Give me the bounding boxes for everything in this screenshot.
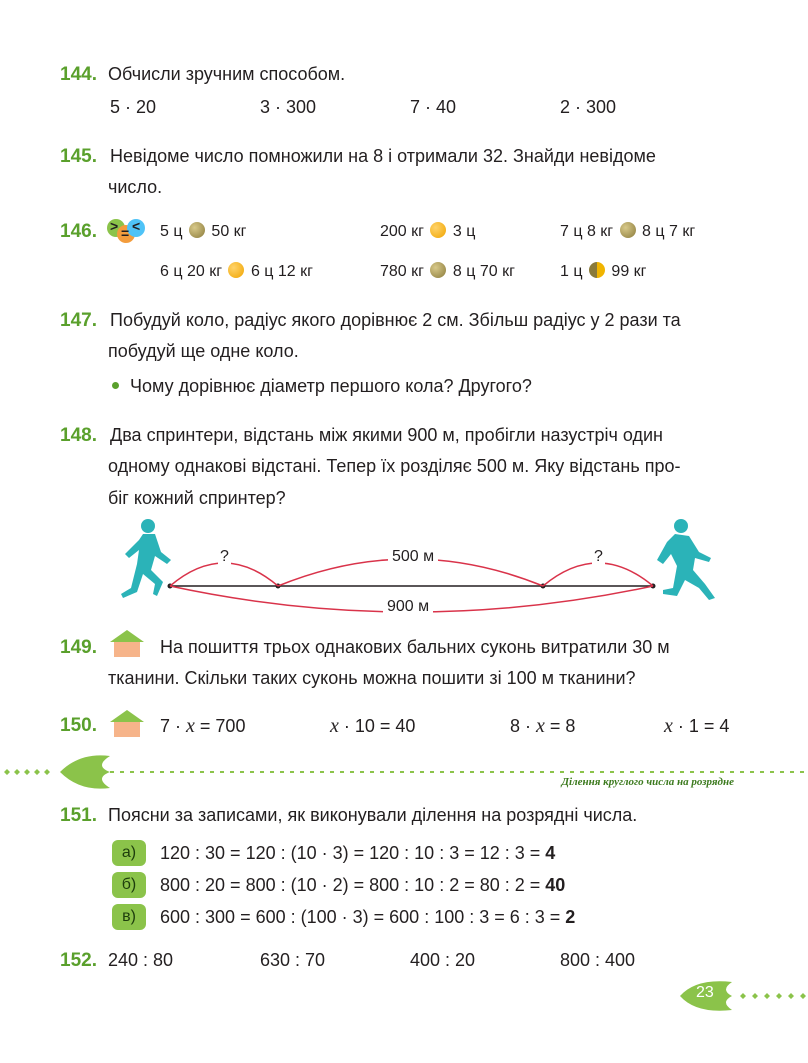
equation-2: x · 10 = 40 bbox=[330, 715, 416, 737]
task-152-item: 800 : 400 bbox=[560, 950, 636, 970]
task-152-item: 240 : 80 bbox=[108, 950, 174, 970]
division-row: 600 : 300 = 600 : (100 · 3) = 600 : 100 : 3 = 6 : 3 = 2 bbox=[160, 907, 576, 927]
less-sign: < bbox=[132, 218, 141, 234]
row-label: а) bbox=[112, 840, 146, 866]
comparison-blank-icon bbox=[430, 262, 446, 278]
arc-label-left: ? bbox=[220, 548, 229, 565]
page-number-ornament bbox=[676, 976, 808, 1016]
equation-1: 7 · x = 700 bbox=[160, 715, 246, 737]
comparison-blank-icon bbox=[430, 222, 446, 238]
section-caption: Ділення круглого числа на розрядне bbox=[561, 776, 734, 788]
page-number: 23 bbox=[696, 984, 714, 1001]
task-number-150: 150. bbox=[60, 715, 97, 736]
comparison-item: 1 ц 99 кг bbox=[560, 263, 647, 280]
task-number-151: 151. bbox=[60, 805, 97, 826]
task-number-147: 147. bbox=[60, 310, 97, 331]
task-152-item: 630 : 70 bbox=[260, 950, 326, 970]
task-148-line2: одному однакові відстані. Тепер їх розділяє 500 м. Яку відстань про- bbox=[108, 456, 681, 476]
division-row: 800 : 20 = 800 : (10 · 2) = 800 : 10 : 2 = 80 : 2 = 40 bbox=[160, 875, 566, 895]
task-number-149: 149. bbox=[60, 637, 97, 658]
task-144-text: Обчисли зручним способом. bbox=[108, 64, 346, 84]
task-147-line2: побудуй ще одне коло. bbox=[108, 341, 299, 361]
runner-right-icon bbox=[657, 519, 715, 600]
task-number-146: 146. bbox=[60, 221, 97, 242]
task-number-144: 144. bbox=[60, 64, 97, 85]
section-divider bbox=[0, 752, 808, 792]
arc-label-total: 900 м bbox=[383, 598, 433, 616]
row-label: б) bbox=[112, 872, 146, 898]
task-147-line1: Побудуй коло, радіус якого дорівнює 2 см. Збільш радіус у 2 рази та bbox=[110, 310, 681, 330]
greater-sign: > bbox=[110, 218, 119, 234]
task-144-item: 2 · 300 bbox=[560, 97, 617, 117]
sprinters-diagram bbox=[115, 512, 725, 620]
task-152-item: 400 : 20 bbox=[410, 950, 476, 970]
comparison-item: 200 кг 3 ц bbox=[380, 223, 476, 240]
division-row: 120 : 30 = 120 : (10 · 3) = 120 : 10 : 3 = 12 : 3 = 4 bbox=[160, 843, 556, 863]
row-label: в) bbox=[112, 904, 146, 930]
task-149-line2: тканини. Скільки таких суконь можна пошити зі 100 м тканини? bbox=[108, 668, 636, 688]
homework-house-icon bbox=[108, 708, 146, 738]
task-number-152: 152. bbox=[60, 950, 97, 971]
comparison-item: 6 ц 20 кг 6 ц 12 кг bbox=[160, 263, 313, 280]
task-number-145: 145. bbox=[60, 146, 97, 167]
equation-3: 8 · x = 8 bbox=[510, 715, 576, 737]
task-144-item: 5 · 20 bbox=[110, 97, 157, 117]
equal-sign: = bbox=[121, 225, 130, 241]
task-149-line1: На пошиття трьох однакових бальних суконь витратили 30 м bbox=[160, 637, 670, 657]
runner-left-icon bbox=[121, 519, 171, 598]
comparison-blank-icon bbox=[620, 222, 636, 238]
homework-house-icon bbox=[108, 628, 146, 658]
comparison-item: 7 ц 8 кг 8 ц 7 кг bbox=[560, 223, 696, 240]
task-148-line1: Два спринтери, відстань між якими 900 м, пробігли назустріч один bbox=[110, 425, 663, 445]
task-147-question: Чому дорівнює діаметр першого кола? Другого? bbox=[130, 376, 532, 396]
task-151-text: Поясни за записами, як виконували ділення на розрядні числа. bbox=[108, 805, 638, 825]
compare-signs-icon bbox=[104, 216, 148, 244]
task-144-item: 3 · 300 bbox=[260, 97, 317, 117]
arc-label-right: ? bbox=[594, 548, 603, 565]
comparison-blank-icon bbox=[189, 222, 205, 238]
comparison-blank-icon bbox=[589, 262, 605, 278]
task-145-line1: Невідоме число помножили на 8 і отримали 32. Знайди невідоме bbox=[110, 146, 656, 166]
task-144-item: 7 · 40 bbox=[410, 97, 457, 117]
comparison-item: 5 ц 50 кг bbox=[160, 223, 247, 240]
comparison-blank-icon bbox=[228, 262, 244, 278]
equation-4: x · 1 = 4 bbox=[664, 715, 730, 737]
task-148-line3: біг кожний спринтер? bbox=[108, 488, 286, 508]
arc-label-middle: 500 м bbox=[388, 548, 438, 566]
task-number-148: 148. bbox=[60, 425, 97, 446]
bullet-icon bbox=[112, 382, 119, 389]
task-145-line2: число. bbox=[108, 177, 163, 197]
comparison-item: 780 кг 8 ц 70 кг bbox=[380, 263, 515, 280]
